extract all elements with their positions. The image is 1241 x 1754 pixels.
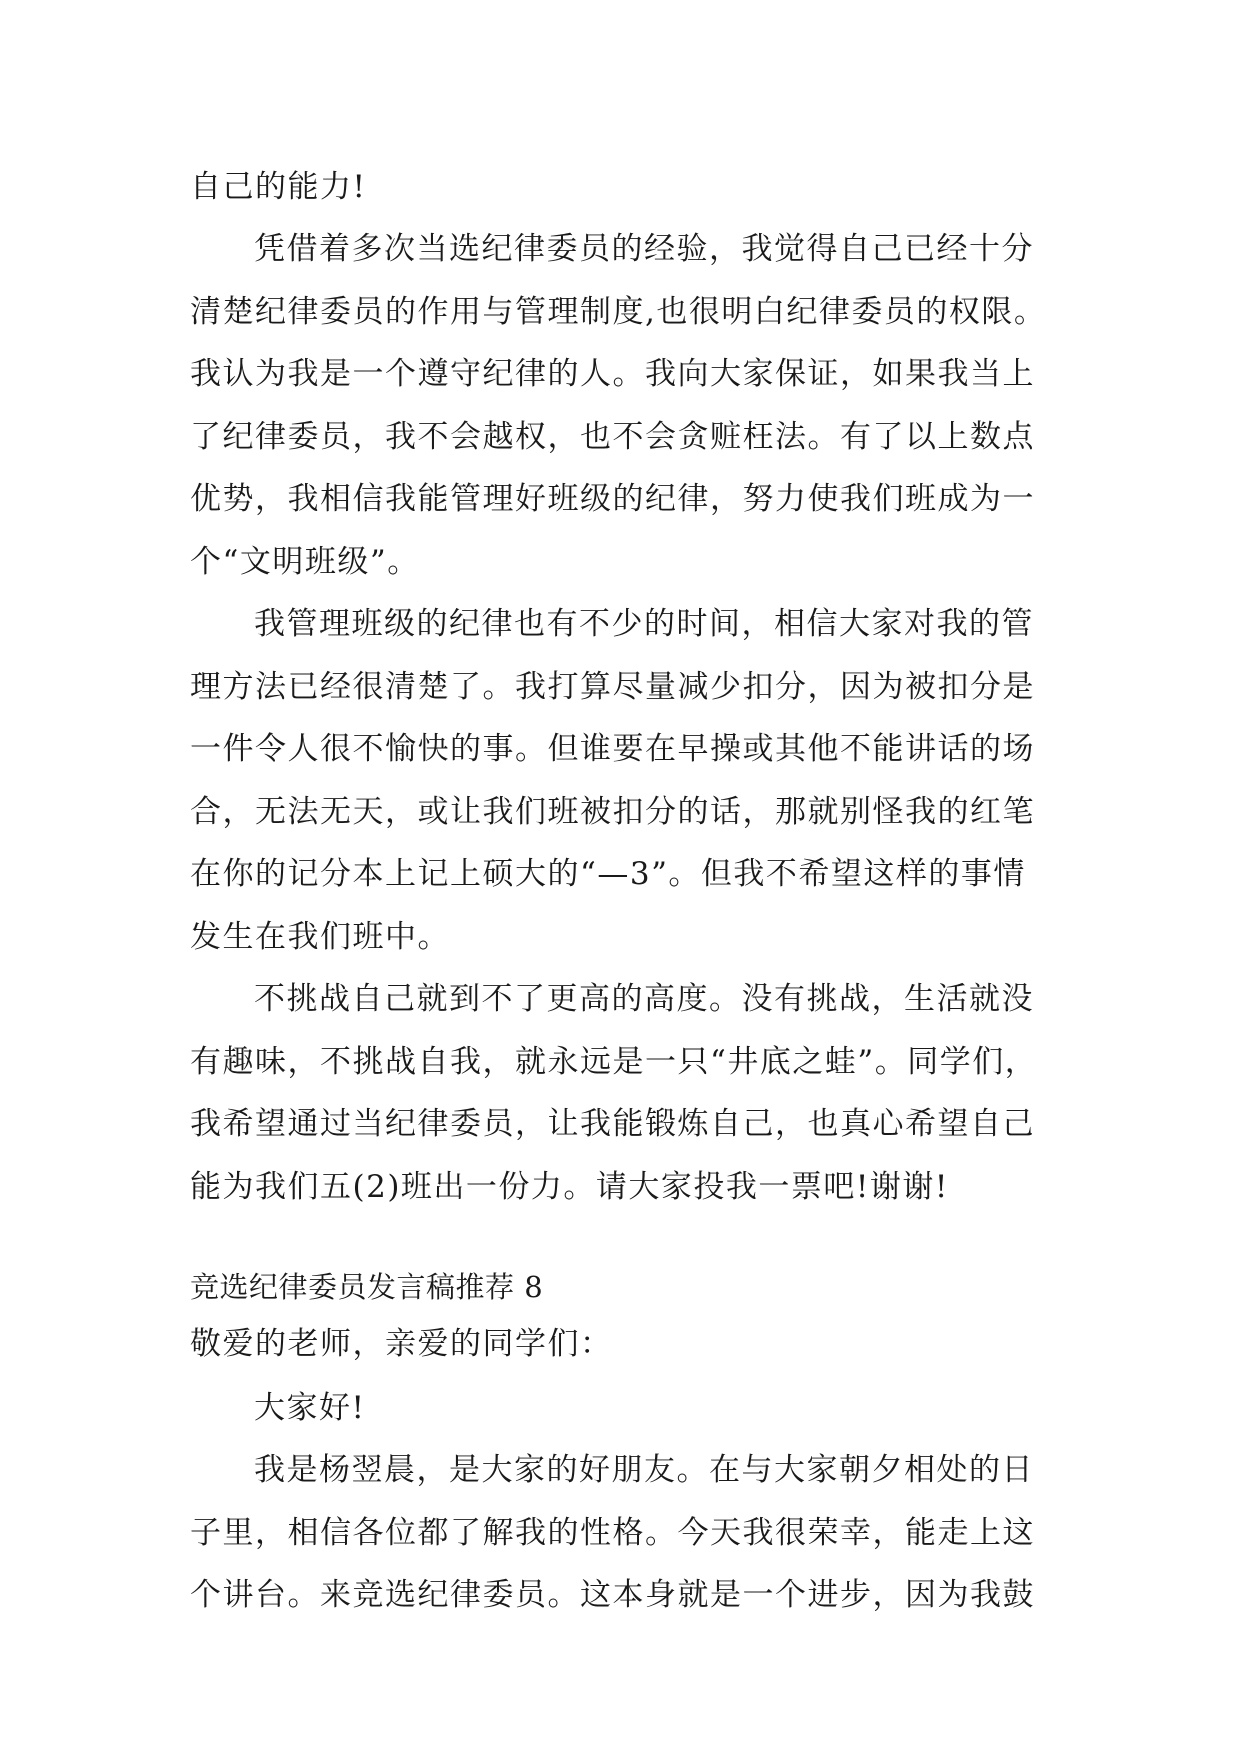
- text-line: 有趣味，不挑战自我，就永远是一只“井底之蛙”。同学们，: [190, 1044, 1038, 1080]
- text-line: 发生在我们班中。: [190, 919, 450, 955]
- text-line: 了纪律委员，我不会越权，也不会贪赃枉法。有了以上数点: [190, 419, 1035, 455]
- text-line: 我希望通过当纪律委员，让我能锻炼自己，也真心希望自己: [190, 1106, 1035, 1142]
- paragraph-start: 凭借着多次当选纪律委员的经验，我觉得自己已经十分: [254, 231, 1034, 267]
- text-line: 优势，我相信我能管理好班级的纪律，努力使我们班成为一: [190, 481, 1035, 517]
- paragraph-start: 我是杨翌晨，是大家的好朋友。在与大家朝夕相处的日: [254, 1452, 1034, 1488]
- text-line: 理方法已经很清楚了。我打算尽量减少扣分，因为被扣分是: [190, 669, 1035, 705]
- text-line: 清楚纪律委员的作用与管理制度,也很明白纪律委员的权限。: [190, 294, 1047, 330]
- paragraph-start: 不挑战自己就到不了更高的高度。没有挑战，生活就没: [254, 981, 1034, 1017]
- salutation: 敬爱的老师，亲爱的同学们：: [190, 1326, 613, 1362]
- text-line: 子里，相信各位都了解我的性格。今天我很荣幸，能走上这: [190, 1515, 1035, 1551]
- text-line: 能为我们五(2)班出一份力。请大家投我一票吧!谢谢!: [190, 1169, 949, 1205]
- paragraph-start: 我管理班级的纪律也有不少的时间，相信大家对我的管: [254, 606, 1034, 642]
- section-heading: 竞选纪律委员发言稿推荐 8: [190, 1270, 544, 1304]
- text-line: 个讲台。来竞选纪律委员。这本身就是一个进步，因为我鼓: [190, 1577, 1035, 1613]
- text-line: 一件令人很不愉快的事。但谁要在早操或其他不能讲话的场: [190, 731, 1035, 767]
- text-line: 在你的记分本上记上硕大的“—3”。但我不希望这样的事情: [190, 856, 1026, 892]
- greeting: 大家好!: [254, 1390, 366, 1426]
- text-line: 自己的能力!: [190, 169, 367, 205]
- text-line: 个“文明班级”。: [190, 544, 420, 580]
- text-line: 我认为我是一个遵守纪律的人。我向大家保证，如果我当上: [190, 356, 1035, 392]
- text-line: 合，无法无天，或让我们班被扣分的话，那就别怪我的红笔: [190, 794, 1035, 830]
